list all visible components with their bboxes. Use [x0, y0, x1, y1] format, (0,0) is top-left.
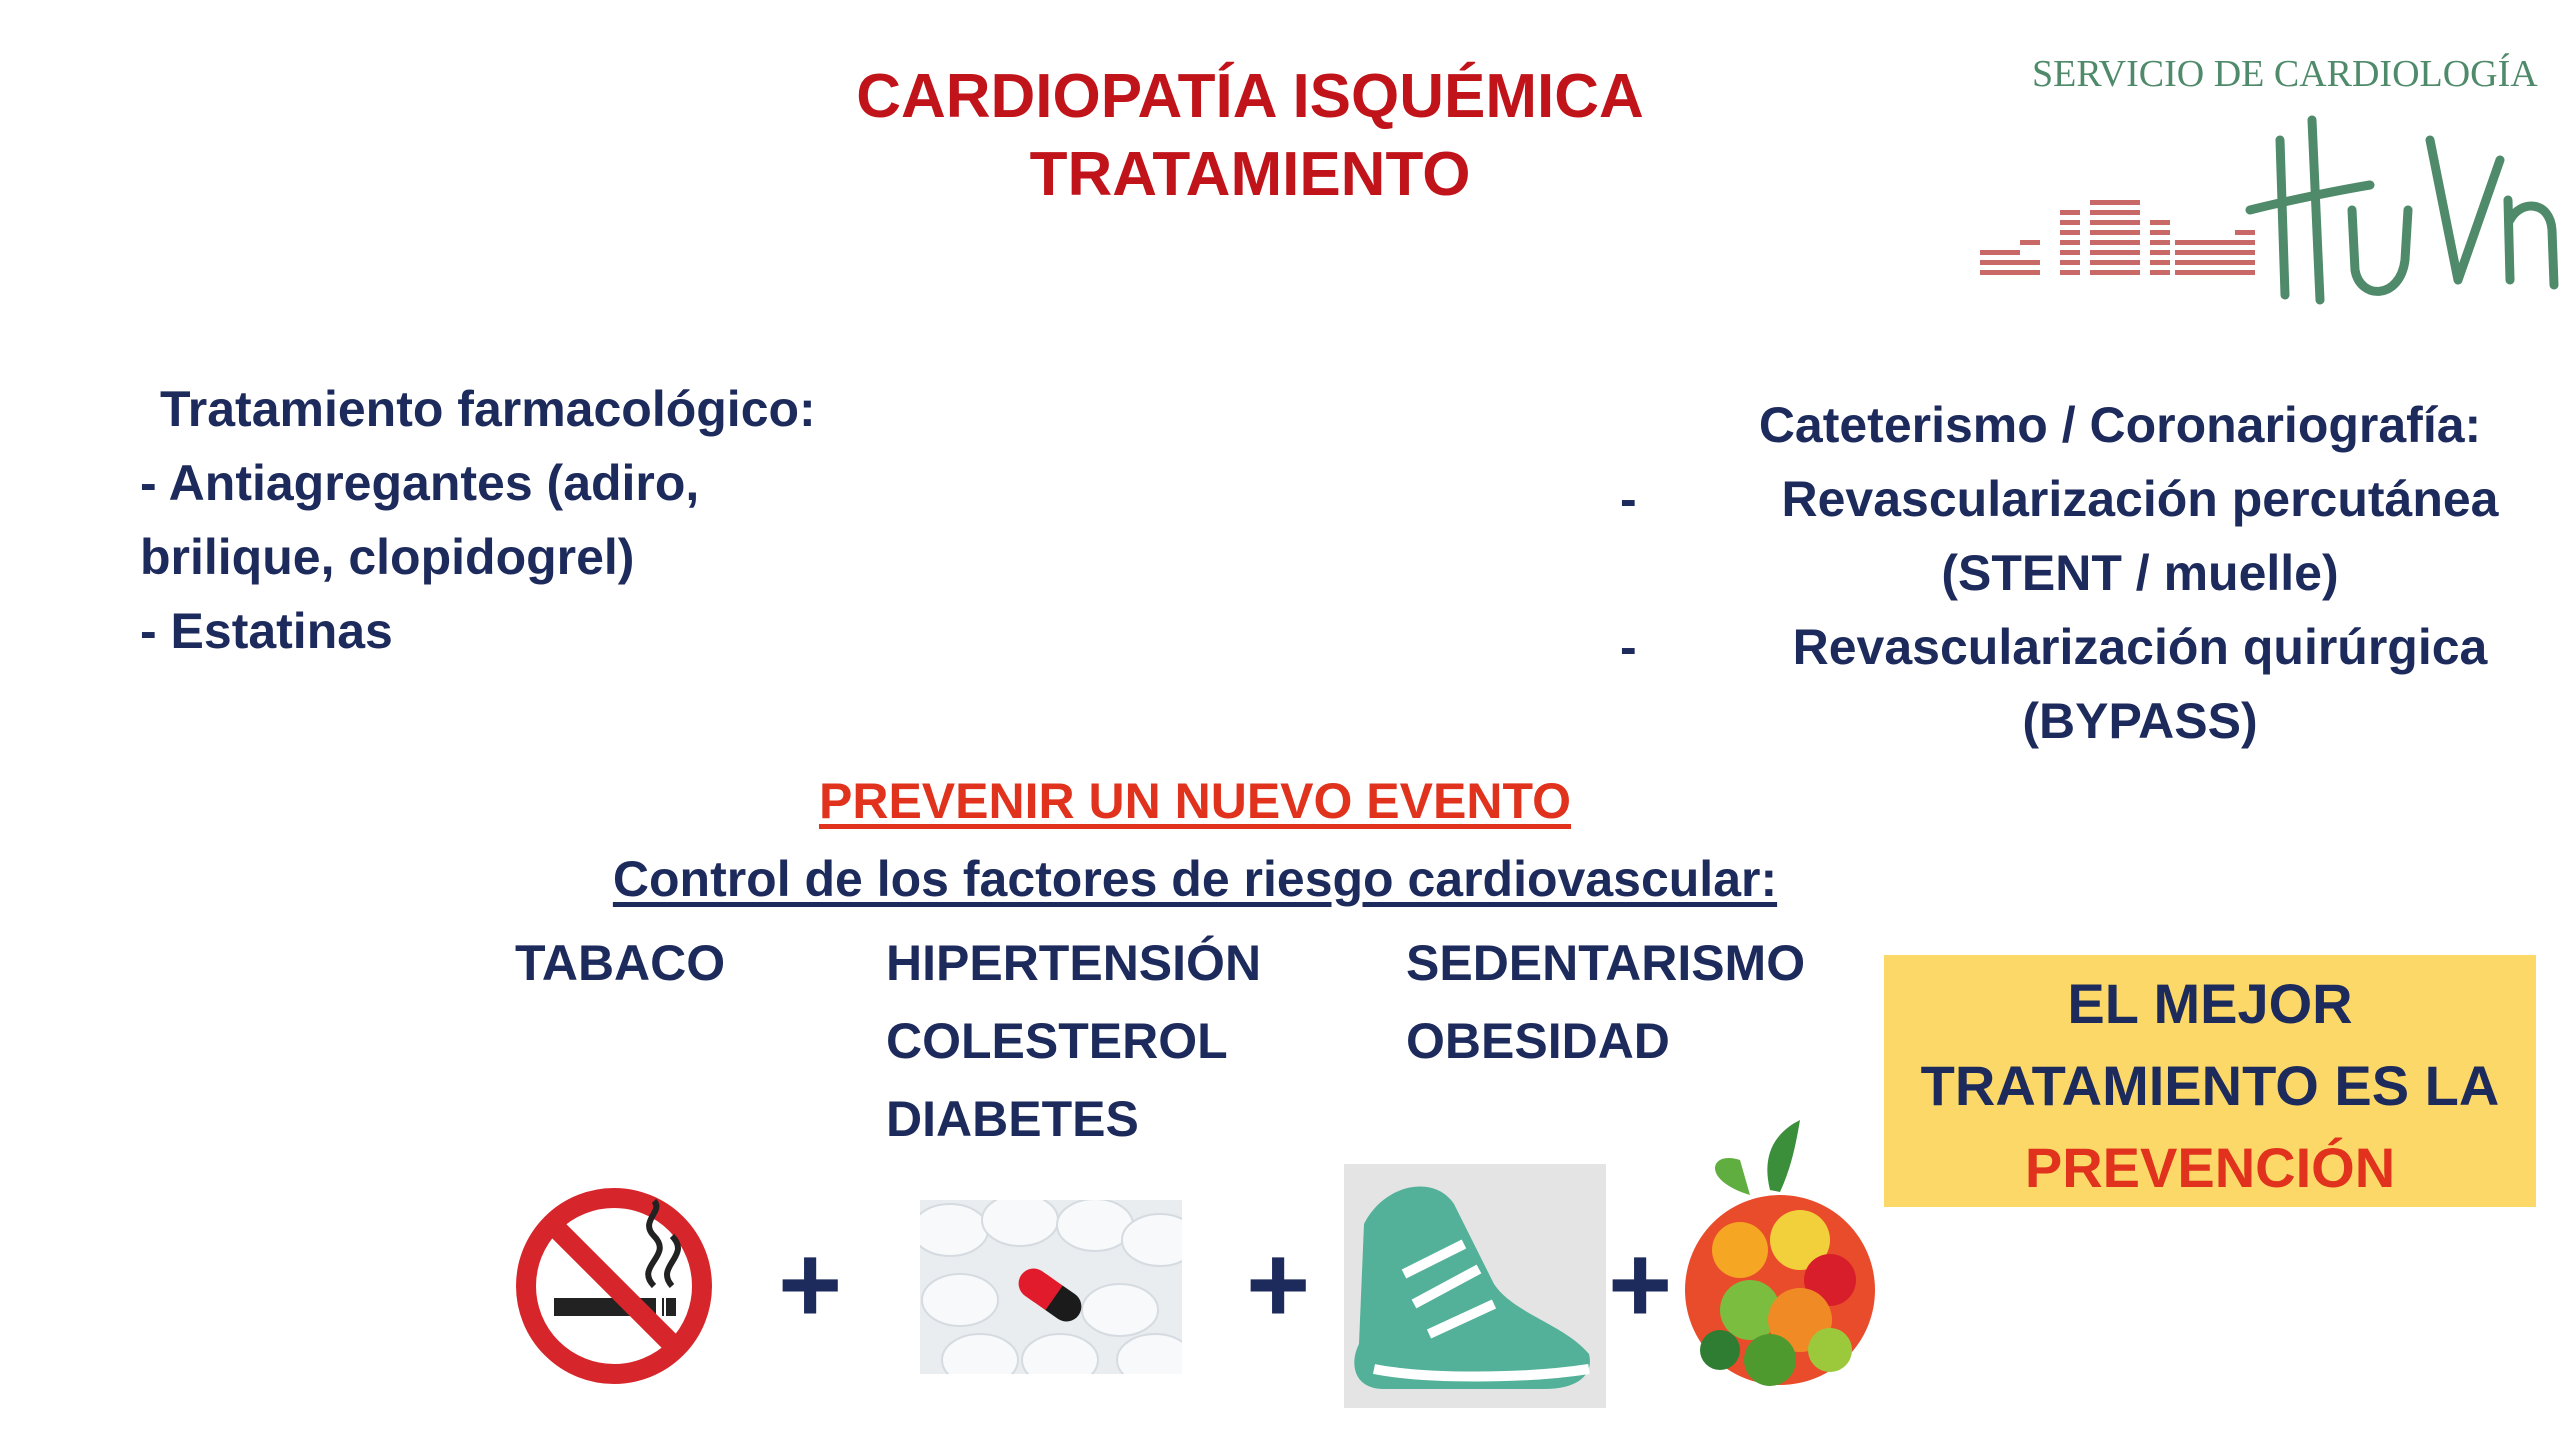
- risk-factor: SEDENTARISMO: [1406, 935, 1806, 991]
- pharma-line: - Antiagregantes (adiro,: [140, 455, 700, 511]
- logo-service-text: SERVICIO DE CARDIOLOGÍA: [2032, 53, 2538, 95]
- huvn-logo-mark-icon: [1960, 100, 2560, 340]
- risk-factor: COLESTEROL: [886, 1013, 1228, 1069]
- catheterization-section: [1620, 388, 2560, 758]
- callout-line: EL MEJOR: [2067, 972, 2353, 1035]
- risk-factors-column: [886, 924, 1261, 1158]
- cath-item-line: Revascularización percutánea: [1781, 471, 2499, 527]
- prevention-title: PREVENIR UN NUEVO EVENTO: [818, 773, 1571, 829]
- title-line-1: CARDIOPATÍA ISQUÉMICA: [856, 62, 1644, 131]
- cath-heading: Cateterismo / Coronariografía:: [1758, 397, 2482, 453]
- no-smoking-icon: [514, 1186, 714, 1386]
- risk-factor: OBESIDAD: [1406, 1013, 1670, 1069]
- risk-factors-column: [1406, 924, 1805, 1080]
- cath-dash: -: [1620, 619, 1637, 675]
- plus-icon: +: [1246, 1223, 1311, 1346]
- risk-factors-column: [515, 924, 725, 1002]
- pharma-line: brilique, clopidogrel): [140, 529, 635, 585]
- cath-item: [1620, 462, 2560, 536]
- pharma-heading: Tratamiento farmacológico:: [160, 381, 816, 437]
- running-shoe-icon: [1344, 1164, 1606, 1408]
- callout-highlight: PREVENCIÓN: [2024, 1136, 2396, 1199]
- prevention-callout: [1884, 955, 2536, 1207]
- cath-item-continued: [1620, 684, 2560, 758]
- risk-factor: HIPERTENSIÓN: [886, 935, 1262, 991]
- pill-icon: [920, 1200, 1182, 1374]
- cath-item: [1620, 610, 2560, 684]
- cath-dash: -: [1620, 471, 1637, 527]
- plus-icon: +: [1608, 1223, 1673, 1346]
- cath-item-line: (STENT / muelle): [1941, 545, 2339, 601]
- pharma-line: - Estatinas: [140, 603, 393, 659]
- cath-item-continued: [1620, 536, 2560, 610]
- risk-factors-title: Control de los factores de riesgo cardiovascular:: [612, 851, 1778, 907]
- pharmacological-treatment: [140, 372, 960, 668]
- callout-line: TRATAMIENTO ES LA: [1920, 1054, 2500, 1117]
- plus-icon: +: [778, 1223, 843, 1346]
- risk-factor: DIABETES: [886, 1091, 1139, 1147]
- cath-item-line: Revascularización quirúrgica: [1792, 619, 2488, 675]
- title-line-2: TRATAMIENTO: [1029, 140, 1471, 209]
- cath-item-line: (BYPASS): [2022, 693, 2258, 749]
- hospital-logo: [1960, 40, 2560, 310]
- slide-title: [640, 58, 1860, 214]
- fruit-vegetable-apple-icon: [1680, 1120, 1880, 1400]
- risk-factor: TABACO: [515, 935, 726, 991]
